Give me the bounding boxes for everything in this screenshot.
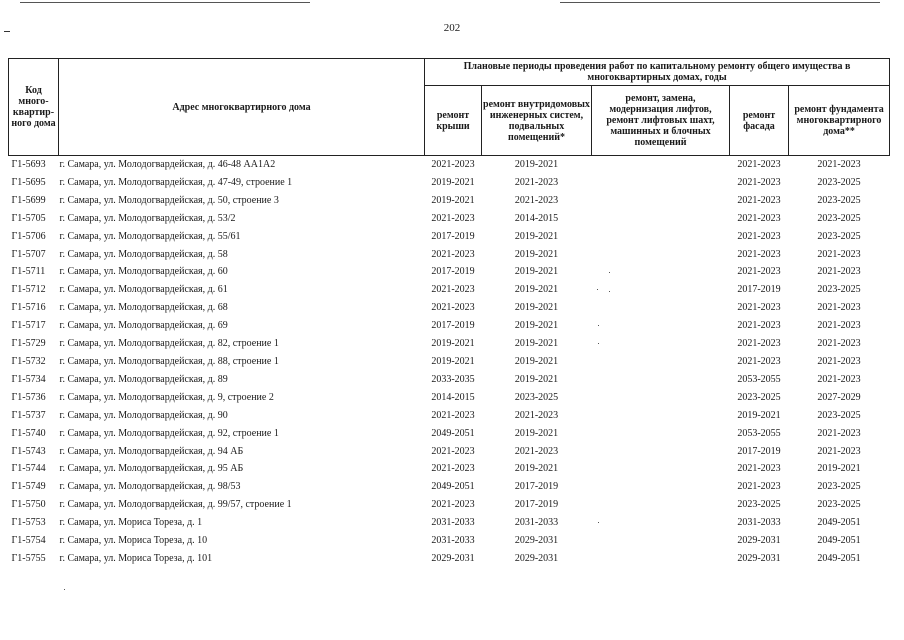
cell-code: Г1-5716 <box>11 302 46 314</box>
cell-foundation: 2021-2023 <box>817 320 861 332</box>
cell-elevators <box>592 174 730 192</box>
cell-systems: 2021-2023 <box>514 445 559 457</box>
cell-systems: 2029-2031 <box>514 552 559 564</box>
page-number: 202 <box>443 22 461 34</box>
table-row <box>9 174 890 192</box>
cell-elevators <box>592 532 730 550</box>
cell-facade: 2021-2023 <box>737 248 781 260</box>
cell-systems: 2019-2021 <box>514 338 559 350</box>
cell-facade: 2021-2023 <box>737 212 781 224</box>
cell-elevators <box>592 443 730 461</box>
cell-address: г. Самара, ул. Молодогвардейская, д. 99/57, строение 1 <box>59 499 292 511</box>
cell-roof: 2031-2033 <box>431 517 475 529</box>
table-row <box>9 317 890 335</box>
cell-roof: 2019-2021 <box>431 338 475 350</box>
table-row <box>9 407 890 425</box>
header-roof: ремонт крыши <box>425 86 482 156</box>
cell-facade: 2029-2031 <box>737 535 781 547</box>
cell-code: Г1-5699 <box>11 194 46 206</box>
cell-facade: 2031-2033 <box>737 517 781 529</box>
cell-systems: 2029-2031 <box>514 535 559 547</box>
table-row <box>9 514 890 532</box>
cell-elevators <box>592 389 730 407</box>
cell-systems: 2017-2019 <box>514 481 559 493</box>
cell-code: Г1-5717 <box>11 320 46 332</box>
scan-speck <box>598 343 599 344</box>
scan-speck <box>609 272 610 273</box>
cell-address: г. Самара, ул. Молодогвардейская, д. 46-48 АА1А2 <box>59 159 276 170</box>
cell-address: г. Самара, ул. Молодогвардейская, д. 53/2 <box>59 212 236 224</box>
cell-systems: 2021-2023 <box>514 176 559 188</box>
header-periods: Плановые периоды проведения работ по капитальному ремонту общего имущества в многоквартирных домах, годы <box>425 59 890 86</box>
cell-address: г. Самара, ул. Мориса Тореза, д. 1 <box>59 517 203 529</box>
table-row <box>9 443 890 461</box>
cell-address: г. Самара, ул. Молодогвардейская, д. 69 <box>59 320 228 332</box>
cell-foundation: 2021-2023 <box>817 159 861 170</box>
cell-roof: 2017-2019 <box>431 320 475 332</box>
cell-foundation: 2023-2025 <box>817 284 861 296</box>
scan-speck <box>64 589 65 590</box>
cell-code: Г1-5693 <box>11 159 46 170</box>
cell-foundation: 2049-2051 <box>817 517 861 529</box>
cell-code: Г1-5695 <box>11 176 46 188</box>
cell-address: г. Самара, ул. Молодогвардейская, д. 88, строение 1 <box>59 355 279 367</box>
cell-elevators <box>592 299 730 317</box>
table-row <box>9 263 890 281</box>
cell-roof: 2029-2031 <box>431 552 475 564</box>
cell-code: Г1-5744 <box>11 463 46 475</box>
table-row <box>9 228 890 246</box>
cell-facade: 2023-2025 <box>737 391 781 403</box>
cell-elevators <box>592 550 730 568</box>
cell-roof: 2019-2021 <box>431 176 475 188</box>
cell-roof: 2021-2023 <box>431 248 475 260</box>
cell-address: г. Самара, ул. Молодогвардейская, д. 47-49, строение 1 <box>59 176 293 188</box>
cell-address: г. Самара, ул. Молодогвардейская, д. 61 <box>59 284 228 296</box>
cell-foundation: 2023-2025 <box>817 194 861 206</box>
cell-roof: 2021-2023 <box>431 302 475 314</box>
cell-address: г. Самара, ул. Молодогвардейская, д. 94 АБ <box>59 445 244 457</box>
cell-systems: 2017-2019 <box>514 499 559 511</box>
cell-elevators <box>592 281 730 299</box>
cell-address: г. Самара, ул. Молодогвардейская, д. 92, строение 1 <box>59 427 279 439</box>
cell-facade: 2021-2023 <box>737 176 781 188</box>
header-facade: ремонт фасада <box>730 86 789 156</box>
cell-code: Г1-5755 <box>11 552 46 564</box>
cell-systems: 2019-2021 <box>514 266 559 278</box>
cell-address: г. Самара, ул. Молодогвардейская, д. 82, строение 1 <box>59 338 279 350</box>
table-row <box>9 371 890 389</box>
cell-facade: 2021-2023 <box>737 463 781 475</box>
header-systems: ремонт внутридомовых инженерных систем, подвальных помещений* <box>482 86 592 156</box>
cell-foundation: 2023-2025 <box>817 230 861 242</box>
cell-systems: 2014-2015 <box>514 212 559 224</box>
cell-roof: 2021-2023 <box>431 463 475 475</box>
scan-top-rule-right <box>560 2 880 3</box>
cell-systems: 2019-2021 <box>514 159 559 170</box>
cell-code: Г1-5712 <box>11 284 46 296</box>
cell-roof: 2031-2033 <box>431 535 475 547</box>
cell-address: г. Самара, ул. Молодогвардейская, д. 98/53 <box>59 481 241 493</box>
table-row <box>9 299 890 317</box>
table-row <box>9 281 890 299</box>
cell-code: Г1-5754 <box>11 535 46 547</box>
cell-address: г. Самара, ул. Молодогвардейская, д. 9, строение 2 <box>59 391 274 403</box>
cell-address: г. Самара, ул. Молодогвардейская, д. 90 <box>59 409 228 421</box>
cell-elevators <box>592 407 730 425</box>
cell-code: Г1-5711 <box>11 266 46 278</box>
cell-foundation: 2023-2025 <box>817 176 861 188</box>
cell-code: Г1-5732 <box>11 355 46 367</box>
cell-facade: 2053-2055 <box>737 427 781 439</box>
header-code: Код много-квартир-ного дома <box>9 59 59 156</box>
table-body <box>9 156 890 568</box>
cell-roof: 2033-2035 <box>431 373 475 385</box>
cell-systems: 2021-2023 <box>514 409 559 421</box>
cell-address: г. Самара, ул. Молодогвардейская, д. 68 <box>59 302 228 314</box>
cell-foundation: 2021-2023 <box>817 266 861 278</box>
cell-facade: 2023-2025 <box>737 499 781 511</box>
cell-systems: 2031-2033 <box>514 517 559 529</box>
cell-systems: 2019-2021 <box>514 248 559 260</box>
cell-foundation: 2049-2051 <box>817 552 861 564</box>
cell-facade: 2021-2023 <box>737 194 781 206</box>
scan-speck <box>598 325 599 326</box>
cell-foundation: 2023-2025 <box>817 409 861 421</box>
table-row <box>9 425 890 443</box>
cell-systems: 2019-2021 <box>514 463 559 475</box>
cell-foundation: 2023-2025 <box>817 212 861 224</box>
table-row <box>9 389 890 407</box>
cell-code: Г1-5729 <box>11 338 46 350</box>
cell-elevators <box>592 156 730 174</box>
cell-code: Г1-5750 <box>11 499 46 511</box>
table-row <box>9 156 890 174</box>
cell-address: г. Самара, ул. Молодогвардейская, д. 50, строение 3 <box>59 194 279 206</box>
cell-foundation: 2019-2021 <box>817 463 861 475</box>
cell-systems: 2019-2021 <box>514 427 559 439</box>
cell-code: Г1-5743 <box>11 445 46 457</box>
table-row <box>9 532 890 550</box>
cell-roof: 2021-2023 <box>431 445 475 457</box>
cell-elevators <box>592 210 730 228</box>
cell-systems: 2019-2021 <box>514 302 559 314</box>
table-row <box>9 460 890 478</box>
cell-roof: 2019-2021 <box>431 355 475 367</box>
cell-systems: 2019-2021 <box>514 320 559 332</box>
cell-elevators <box>592 514 730 532</box>
header-address: Адрес многоквартирного дома <box>59 59 425 156</box>
cell-address: г. Самара, ул. Молодогвардейская, д. 58 <box>59 248 228 260</box>
header-elevators: ремонт, замена, модернизация лифтов, ремонт лифтовых шахт, машинных и блочных помещений <box>592 86 730 156</box>
cell-facade: 2019-2021 <box>737 409 781 421</box>
cell-address: г. Самара, ул. Мориса Тореза, д. 10 <box>59 535 208 547</box>
cell-systems: 2019-2021 <box>514 284 559 296</box>
cell-elevators <box>592 353 730 371</box>
cell-elevators <box>592 460 730 478</box>
cell-foundation: 2021-2023 <box>817 338 861 350</box>
table-row <box>9 192 890 210</box>
table-row <box>9 210 890 228</box>
cell-code: Г1-5737 <box>11 409 46 421</box>
cell-facade: 2021-2023 <box>737 481 781 493</box>
cell-code: Г1-5749 <box>11 481 46 493</box>
table-row <box>9 353 890 371</box>
scan-top-rule-left <box>20 2 310 3</box>
cell-facade: 2021-2023 <box>737 355 781 367</box>
table-row <box>9 478 890 496</box>
cell-systems: 2019-2021 <box>514 230 559 242</box>
cell-elevators <box>592 371 730 389</box>
cell-elevators <box>592 246 730 264</box>
cell-systems: 2023-2025 <box>514 391 559 403</box>
cell-roof: 2049-2051 <box>431 481 475 493</box>
cell-foundation: 2023-2025 <box>817 481 861 493</box>
cell-systems: 2021-2023 <box>514 194 559 206</box>
cell-elevators <box>592 263 730 281</box>
cell-roof: 2021-2023 <box>431 499 475 511</box>
cell-roof: 2049-2051 <box>431 427 475 439</box>
cell-address: г. Самара, ул. Мориса Тореза, д. 101 <box>59 552 213 564</box>
cell-foundation: 2023-2025 <box>817 499 861 511</box>
cell-elevators <box>592 228 730 246</box>
cell-facade: 2021-2023 <box>737 266 781 278</box>
cell-elevators <box>592 317 730 335</box>
cell-foundation: 2021-2023 <box>817 355 861 367</box>
cell-roof: 2014-2015 <box>431 391 475 403</box>
cell-code: Г1-5706 <box>11 230 46 242</box>
scan-speck <box>598 522 599 523</box>
cell-address: г. Самара, ул. Молодогвардейская, д. 55/61 <box>59 230 241 242</box>
scan-speck <box>609 291 610 292</box>
cell-elevators <box>592 335 730 353</box>
cell-facade: 2021-2023 <box>737 230 781 242</box>
cell-address: г. Самара, ул. Молодогвардейская, д. 60 <box>59 266 228 278</box>
cell-facade: 2021-2023 <box>737 338 781 350</box>
cell-code: Г1-5740 <box>11 427 46 439</box>
cell-foundation: 2021-2023 <box>817 248 861 260</box>
cell-roof: 2021-2023 <box>431 409 475 421</box>
cell-roof: 2021-2023 <box>431 212 475 224</box>
cell-foundation: 2027-2029 <box>817 391 861 403</box>
cell-roof: 2017-2019 <box>431 266 475 278</box>
cell-address: г. Самара, ул. Молодогвардейская, д. 95 АБ <box>59 463 244 475</box>
cell-foundation: 2021-2023 <box>817 373 861 385</box>
table-row <box>9 496 890 514</box>
cell-code: Г1-5705 <box>11 212 46 224</box>
cell-code: Г1-5707 <box>11 248 46 260</box>
table-row <box>9 335 890 353</box>
scan-speck <box>597 289 598 290</box>
cell-roof: 2021-2023 <box>431 159 475 170</box>
cell-facade: 2017-2019 <box>737 284 781 296</box>
cell-facade: 2021-2023 <box>737 320 781 332</box>
cell-foundation: 2021-2023 <box>817 427 861 439</box>
cell-facade: 2017-2019 <box>737 445 781 457</box>
cell-roof: 2021-2023 <box>431 284 475 296</box>
cell-elevators <box>592 478 730 496</box>
cell-code: Г1-5753 <box>11 517 46 529</box>
cell-systems: 2019-2021 <box>514 355 559 367</box>
cell-facade: 2021-2023 <box>737 302 781 314</box>
cell-elevators <box>592 496 730 514</box>
cell-systems: 2019-2021 <box>514 373 559 385</box>
cell-facade: 2029-2031 <box>737 552 781 564</box>
cell-roof: 2017-2019 <box>431 230 475 242</box>
cell-roof: 2019-2021 <box>431 194 475 206</box>
cell-facade: 2053-2055 <box>737 373 781 385</box>
cell-elevators <box>592 425 730 443</box>
cell-facade: 2021-2023 <box>737 159 781 170</box>
cell-foundation: 2049-2051 <box>817 535 861 547</box>
cell-elevators <box>592 192 730 210</box>
table-row <box>9 246 890 264</box>
header-foundation: ремонт фундамента многоквартирного дома** <box>789 86 890 156</box>
cell-address: г. Самара, ул. Молодогвардейская, д. 89 <box>59 373 228 385</box>
cell-foundation: 2021-2023 <box>817 302 861 314</box>
cell-foundation: 2021-2023 <box>817 445 861 457</box>
cell-code: Г1-5736 <box>11 391 46 403</box>
table-row <box>9 550 890 568</box>
capital-repair-table <box>8 58 890 568</box>
cell-code: Г1-5734 <box>11 373 46 385</box>
